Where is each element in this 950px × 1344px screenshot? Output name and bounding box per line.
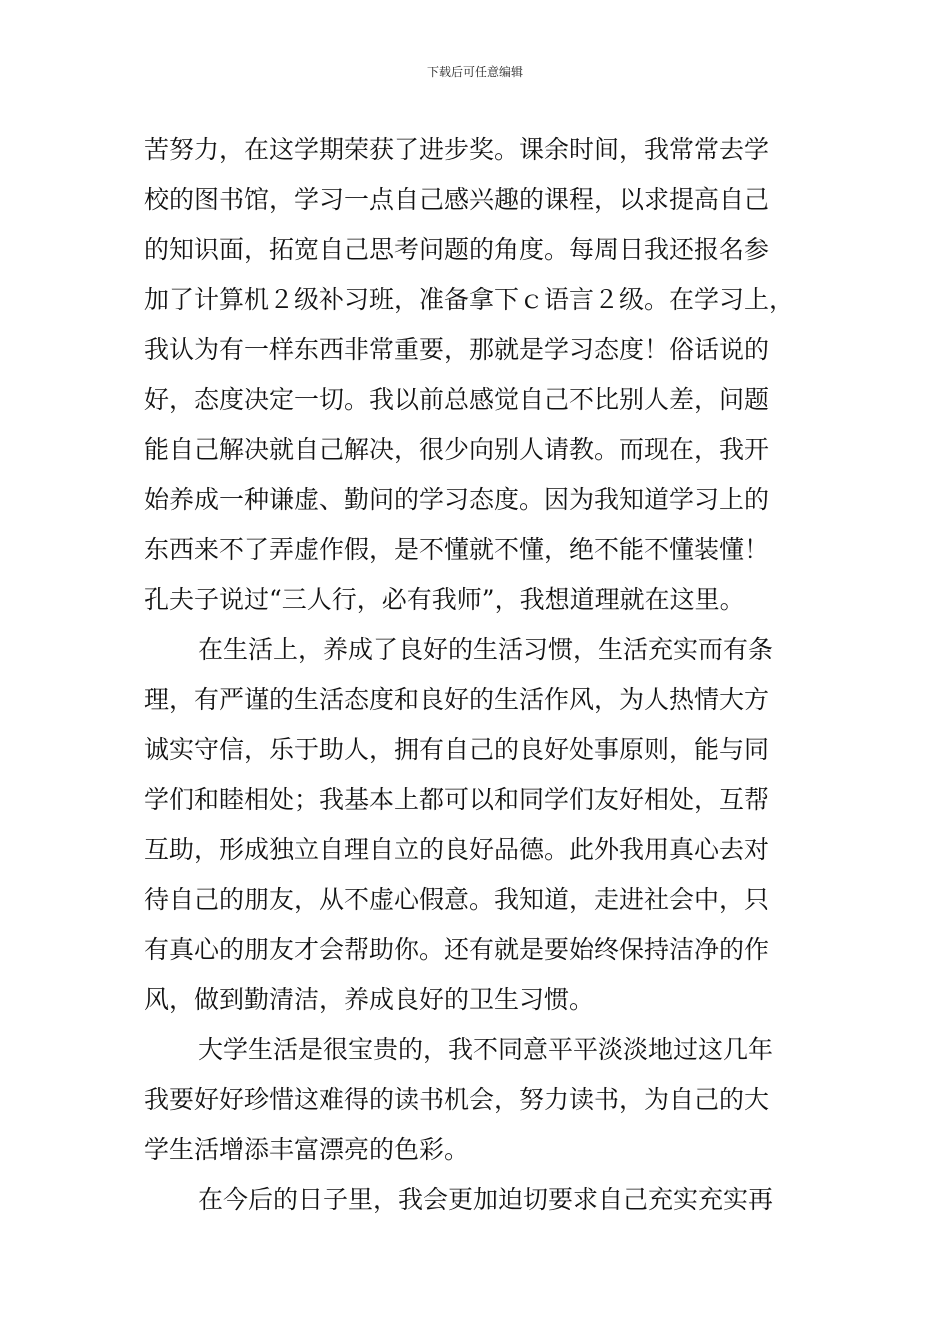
text-line: 始养成一种谦虚、勤问的学习态度。因为我知道学习上的 bbox=[144, 485, 770, 514]
text-line: 诚实守信，乐于助人，拥有自己的良好处事原则，能与同 bbox=[144, 735, 770, 764]
text-line: 有真心的朋友才会帮助你。还有就是要始终保持洁净的作 bbox=[144, 935, 770, 964]
paragraph-start-line: 大学生活是很宝贵的，我不同意平平淡淡地过这几年 bbox=[198, 1035, 774, 1064]
document-body bbox=[144, 125, 824, 1225]
text-line: 我认为有一样东西非常重要，那就是学习态度！俗话说的 bbox=[144, 335, 770, 364]
text-line: 理，有严谨的生活态度和良好的生活作风，为人热情大方 bbox=[144, 685, 770, 714]
paragraph-start-line: 在生活上，养成了良好的生活习惯，生活充实而有条 bbox=[198, 635, 774, 664]
text-line: 苦努力，在这学期荣获了进步奖。课余时间，我常常去学 bbox=[144, 135, 770, 164]
text-line: 加了计算机２级补习班，准备拿下ｃ语言２级。在学习上， bbox=[144, 285, 795, 314]
text-line: 校的图书馆，学习一点自己感兴趣的课程，以求提高自己 bbox=[144, 185, 770, 214]
text-line: 学生活增添丰富漂亮的色彩。 bbox=[144, 1135, 470, 1164]
text-line: 东西来不了弄虚作假，是不懂就不懂，绝不能不懂装懂！ bbox=[144, 535, 770, 564]
text-line: 孔夫子说过“三人行，必有我师”，我想道理就在这里。 bbox=[144, 585, 745, 614]
page-header: 下载后可任意编辑 bbox=[426, 65, 523, 79]
text-line: 学们和睦相处；我基本上都可以和同学们友好相处，互帮 bbox=[144, 785, 770, 814]
text-line: 好，态度决定一切。我以前总感觉自己不比别人差，问题 bbox=[144, 385, 770, 414]
paragraph-start-line: 在今后的日子里，我会更加迫切要求自己充实充实再 bbox=[198, 1185, 774, 1214]
text-line: 风，做到勤清洁，养成良好的卫生习惯。 bbox=[144, 985, 595, 1014]
text-line: 互助，形成独立自理自立的良好品德。此外我用真心去对 bbox=[144, 835, 770, 864]
text-line: 待自己的朋友，从不虚心假意。我知道，走进社会中，只 bbox=[144, 885, 770, 914]
text-line: 我要好好珍惜这难得的读书机会，努力读书，为自己的大 bbox=[144, 1085, 770, 1114]
text-line: 能自己解决就自己解决，很少向别人请教。而现在，我开 bbox=[144, 435, 770, 464]
text-line: 的知识面，拓宽自己思考问题的角度。每周日我还报名参 bbox=[144, 235, 770, 264]
